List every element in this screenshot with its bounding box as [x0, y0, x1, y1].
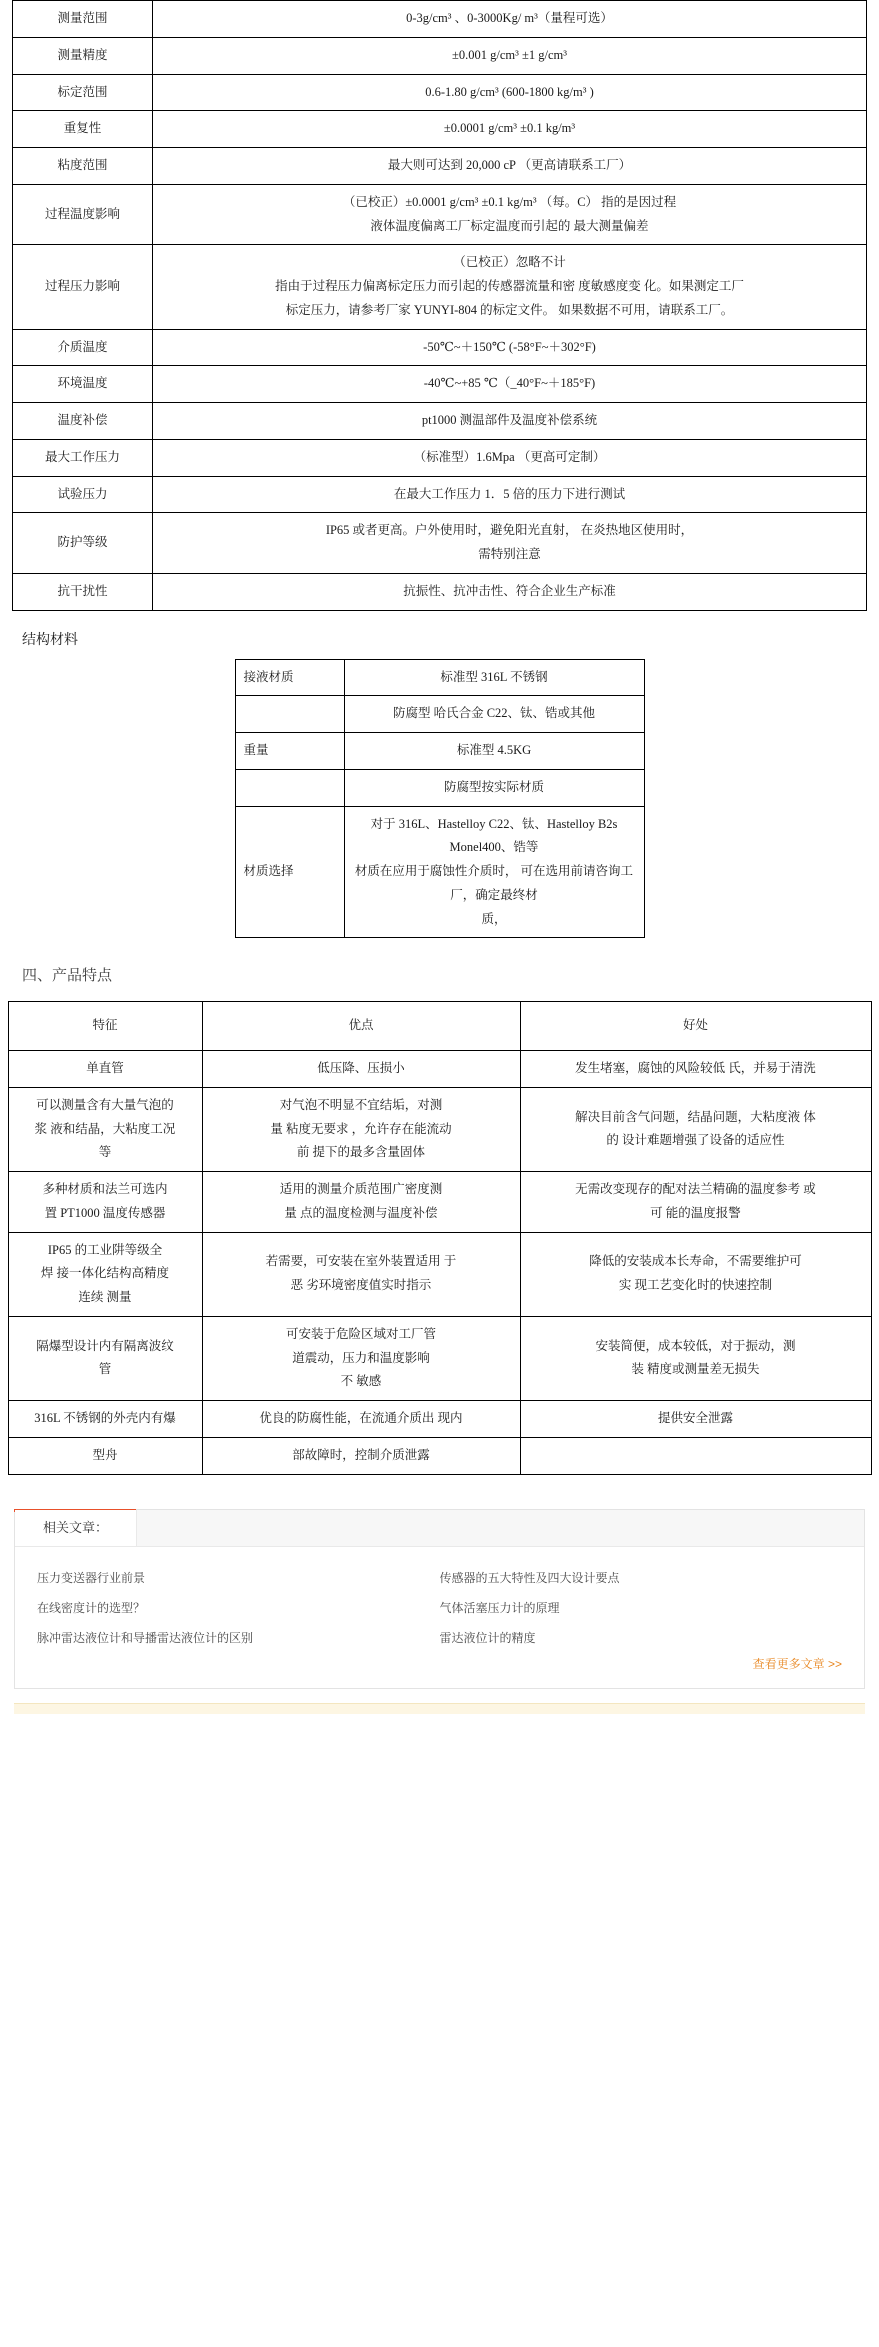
cell-line: 材质在应用于腐蚀性介质时， 可在选用前请咨询工厂，确定最终材	[354, 864, 634, 902]
table-row	[13, 573, 867, 610]
cell-line: 需特别注意	[478, 547, 541, 561]
spec-value: （标准型）1.6Mpa （更高可定制）	[153, 439, 867, 476]
advantage-cell	[202, 1232, 520, 1316]
cell-line: 发生堵塞，腐蚀的风险较低 氏，并易于清洗	[575, 1061, 816, 1075]
spec-label: 过程温度影响	[13, 184, 153, 245]
advantage-cell	[202, 1316, 520, 1400]
cell-line: 降低的安装成本长寿命，不需要维护可	[589, 1254, 802, 1269]
table-row	[13, 148, 867, 185]
cell-line: （已校正）忽略不计	[453, 255, 566, 270]
cell-line: 恶 劣环境密度值实时指示	[290, 1278, 432, 1293]
cell-line: 质，	[481, 911, 507, 926]
cell-line: （已校正）±0.0001 g/cm³ ±0.1 kg/m³ （每。C） 指的是因过程	[342, 194, 677, 209]
cell-line: 等	[98, 1145, 112, 1160]
feature-cell	[8, 1172, 202, 1233]
spec-label: 环境温度	[13, 366, 153, 403]
feature-cell	[8, 1232, 202, 1316]
material-value: 防腐型 哈氏合金 C22、钛、锆或其他	[344, 696, 644, 733]
materials-heading: 结构材料	[22, 630, 78, 647]
cell-line: 道震动，压力和温度影响	[292, 1350, 430, 1365]
cell-line: 型舟	[92, 1447, 118, 1462]
spec-label: 温度补偿	[13, 403, 153, 440]
cell-line: 标定压力，请参考厂家 YUNYI-804 的标定文件。 如果数据不可用，请联系工厂。	[285, 302, 734, 317]
cell-line: 实 现工艺变化时的快速控制	[618, 1278, 773, 1293]
view-more-articles-link[interactable]: 查看更多文章 >>	[752, 1656, 842, 1671]
table-row	[235, 659, 644, 696]
table-row	[13, 403, 867, 440]
cell-line: 可 能的温度报警	[650, 1205, 741, 1220]
cell-line: 液体温度偏离工厂标定温度而引起的 最大测量偏差	[370, 218, 649, 233]
material-value: 标准型 316L 不锈钢	[344, 659, 644, 696]
cell-line: 多种材质和法兰可选内	[42, 1182, 168, 1196]
cell-line: 优良的防腐性能，在流通介质出 现内	[259, 1411, 463, 1425]
cell-line: 提供安全泄露	[657, 1411, 733, 1425]
table-row	[8, 1232, 871, 1316]
features-heading: 四、产品特点	[22, 967, 113, 985]
spec-label: 测量精度	[13, 37, 153, 74]
table-row	[13, 439, 867, 476]
table-row	[235, 769, 644, 806]
related-article-link[interactable]: 压力变送器行业前景	[37, 1570, 146, 1585]
benefit-cell	[520, 1087, 871, 1171]
cell-line: 无需改变现存的配对法兰精确的温度参考 或	[575, 1182, 816, 1196]
table-row	[235, 806, 644, 938]
spec-value	[153, 184, 867, 245]
more-articles-row	[15, 1653, 864, 1672]
features-table	[8, 1001, 872, 1474]
spec-value: 0.6-1.80 g/cm³ (600-1800 kg/m³ )	[153, 74, 867, 111]
spec-label: 标定范围	[13, 74, 153, 111]
feature-cell	[8, 1316, 202, 1400]
table-row	[235, 733, 644, 770]
cell-line: 装 精度或测量差无损失	[631, 1362, 760, 1377]
material-value: 标准型 4.5KG	[344, 733, 644, 770]
table-row	[13, 111, 867, 148]
table-row	[13, 184, 867, 245]
cell-line: 可安装于危险区域对工厂管	[285, 1326, 436, 1341]
table-row	[13, 1, 867, 38]
table-row	[8, 1051, 871, 1088]
material-label	[235, 769, 344, 806]
cell-line: 可以测量含有大量气泡的	[36, 1097, 174, 1112]
cell-line: 浆 液和结晶，大粘度工况	[34, 1121, 176, 1136]
table-row	[13, 366, 867, 403]
cell-line: 安装简便，成本较低，对于振动，测	[595, 1338, 796, 1353]
cell-line: IP65 的工业阱等级全	[47, 1242, 163, 1257]
cell-line: 隔爆型设计内有隔离波纹	[36, 1338, 174, 1353]
cell-line: 适用的测量介质范围广密度测	[279, 1182, 443, 1196]
related-article-link[interactable]: 在线密度计的选型？	[37, 1600, 146, 1615]
cell-line: 对于 316L、Hastelloy C22、钛、Hastelloy B2s Monel400、锆等	[370, 816, 618, 855]
features-column-header: 特征	[8, 1002, 202, 1051]
material-value	[344, 806, 644, 938]
related-articles-panel	[14, 1509, 865, 1689]
advantage-cell	[202, 1051, 520, 1088]
related-article-link[interactable]: 脉冲雷达液位计和导播雷达液位计的区别	[37, 1630, 254, 1645]
materials-table	[235, 659, 645, 939]
related-article-link[interactable]: 气体活塞压力计的原理	[439, 1600, 560, 1615]
cell-line: 量 点的温度检测与温度补偿	[284, 1205, 438, 1220]
spec-value: 在最大工作压力 1．5 倍的压力下进行测试	[153, 476, 867, 513]
cell-line: 解决目前含气问题，结晶问题，大粘度液 体	[575, 1109, 816, 1124]
cell-line: 量 粘度无要求 ，允许存在能流动	[270, 1121, 452, 1136]
benefit-cell	[520, 1316, 871, 1400]
cell-line: 若需要，可安装在室外装置适用 于	[265, 1254, 457, 1269]
table-row	[13, 74, 867, 111]
spec-value: 抗振性、抗冲击性、符合企业生产标准	[153, 573, 867, 610]
benefit-cell	[520, 1437, 871, 1474]
spec-label: 粘度范围	[13, 148, 153, 185]
cell-line: 指由于过程压力偏离标定压力而引起的传感器流量和密 度敏感度变 化。如果测定工厂	[275, 279, 744, 293]
advantage-cell	[202, 1437, 520, 1474]
spec-label: 抗干扰性	[13, 573, 153, 610]
benefit-cell	[520, 1172, 871, 1233]
cell-line: 单直管	[86, 1061, 124, 1075]
related-article-link[interactable]: 雷达液位计的精度	[439, 1630, 536, 1645]
features-column-header: 好处	[520, 1002, 871, 1051]
material-label: 重量	[235, 733, 344, 770]
spec-label: 最大工作压力	[13, 439, 153, 476]
table-row	[8, 1316, 871, 1400]
bottom-strip	[14, 1703, 865, 1714]
material-value: 防腐型按实际材质	[344, 769, 644, 806]
spec-label: 试验压力	[13, 476, 153, 513]
tab-related-articles[interactable]: 相关文章：	[15, 1510, 137, 1546]
table-row	[8, 1087, 871, 1171]
cell-line: 管	[98, 1362, 112, 1377]
spec-value	[153, 245, 867, 329]
spec-value: -40℃~+85 ℃（_40°F~＋185°F)	[153, 366, 867, 403]
cell-line: 部故障时，控制介质泄露	[292, 1447, 430, 1462]
table-row	[13, 245, 867, 329]
benefit-cell	[520, 1232, 871, 1316]
table-row	[13, 476, 867, 513]
spec-value: ±0.001 g/cm³ ±1 g/cm³	[153, 37, 867, 74]
spec-label: 重复性	[13, 111, 153, 148]
spec-value: pt1000 测温部件及温度补偿系统	[153, 403, 867, 440]
feature-cell	[8, 1401, 202, 1438]
table-row	[13, 37, 867, 74]
advantage-cell	[202, 1401, 520, 1438]
benefit-cell	[520, 1051, 871, 1088]
advantage-cell	[202, 1087, 520, 1171]
material-label: 材质选择	[235, 806, 344, 938]
cell-line: 置 PT1000 温度传感器	[44, 1205, 166, 1220]
spec-value: -50℃~＋150℃ (-58°F~＋302°F)	[153, 329, 867, 366]
cell-line: 连续 测量	[78, 1290, 132, 1304]
cell-line: IP65 或者更高。户外使用时，避免阳光直射， 在炎热地区使用时，	[325, 523, 694, 538]
cell-line: 低压降、压损小	[317, 1061, 405, 1075]
feature-cell	[8, 1087, 202, 1171]
cell-line: 316L 不锈钢的外壳内有爆	[34, 1411, 176, 1425]
features-column-header: 优点	[202, 1002, 520, 1051]
table-header-row	[8, 1002, 871, 1051]
table-row	[8, 1437, 871, 1474]
advantage-cell	[202, 1172, 520, 1233]
related-tab-row	[15, 1510, 864, 1547]
cell-line: 对气泡不明显不宜结垢，对测	[279, 1097, 443, 1112]
feature-cell	[8, 1437, 202, 1474]
cell-line: 焊 接一体化结构高精度	[40, 1266, 170, 1281]
benefit-cell	[520, 1401, 871, 1438]
related-articles-list	[15, 1547, 864, 1653]
table-row	[235, 696, 644, 733]
spec-value: ±0.0001 g/cm³ ±0.1 kg/m³	[153, 111, 867, 148]
related-article-link[interactable]: 传感器的五大特性及四大设计要点	[439, 1570, 620, 1585]
material-label: 接液材质	[235, 659, 344, 696]
specification-table	[12, 0, 867, 611]
spec-value: 0-3g/cm³ 、0-3000Kg/ m³（量程可选）	[153, 1, 867, 38]
spec-label: 防护等级	[13, 513, 153, 574]
cell-line: 不 敏感	[340, 1374, 382, 1389]
spec-label: 测量范围	[13, 1, 153, 38]
material-label	[235, 696, 344, 733]
cell-line: 的 设计难题增强了设备的适应性	[606, 1133, 785, 1148]
cell-line: 前 提下的最多含量固体	[296, 1145, 426, 1160]
table-row	[8, 1172, 871, 1233]
table-row	[13, 329, 867, 366]
table-row	[8, 1401, 871, 1438]
spec-value	[153, 513, 867, 574]
spec-label: 介质温度	[13, 329, 153, 366]
feature-cell	[8, 1051, 202, 1088]
spec-value: 最大则可达到 20,000 cP （更高请联系工厂）	[153, 148, 867, 185]
spec-label: 过程压力影响	[13, 245, 153, 329]
table-row	[13, 513, 867, 574]
